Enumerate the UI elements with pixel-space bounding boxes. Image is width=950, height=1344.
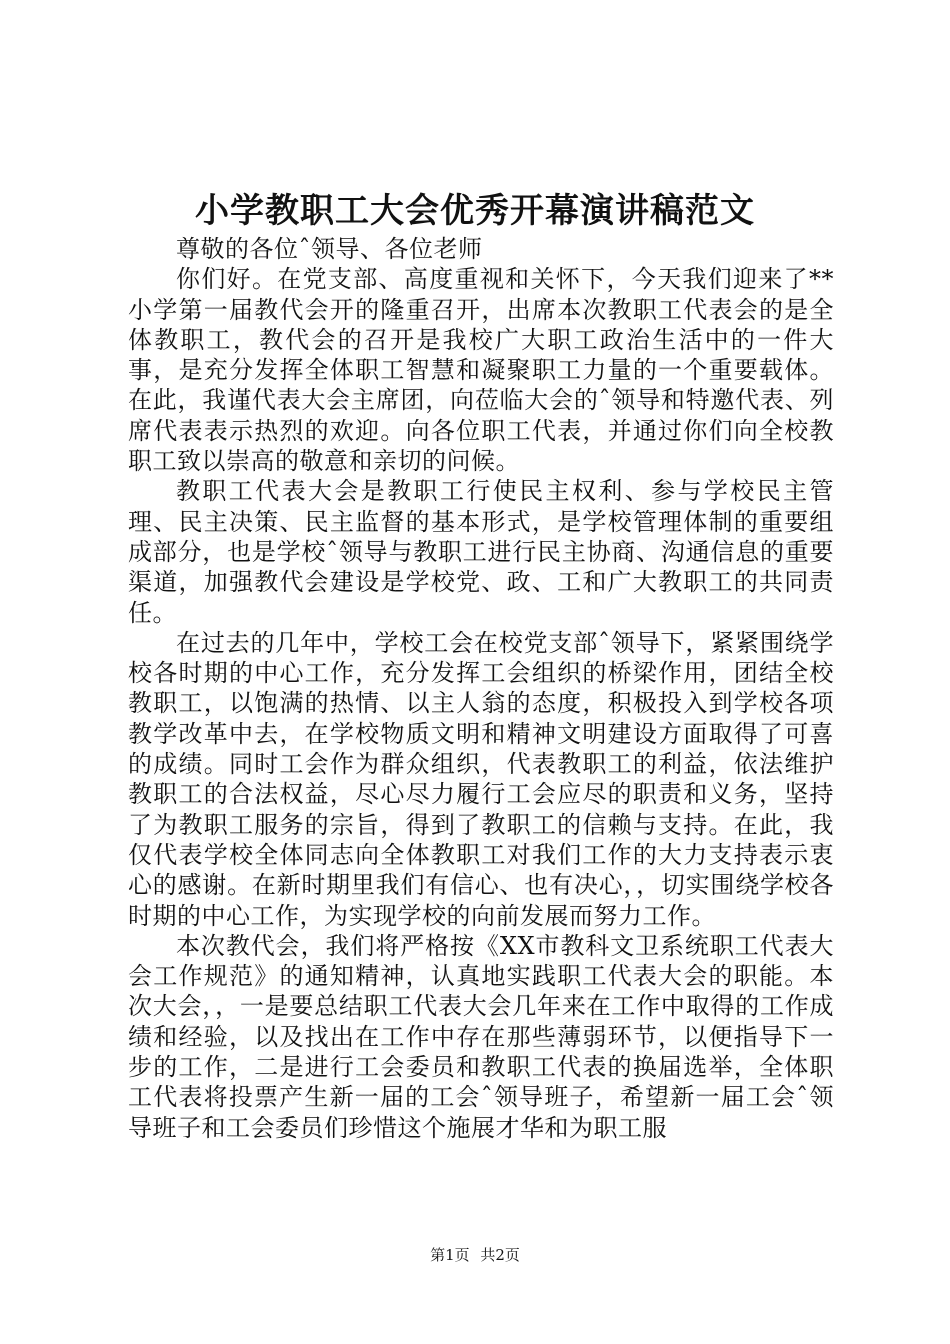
page-total: 共2页 [480, 1246, 520, 1264]
page-number: 第1页 [430, 1246, 470, 1264]
document-title: 小学教职工大会优秀开幕演讲稿范文 [195, 191, 755, 231]
salutation-paragraph: 尊敬的各位ˆ领导、各位老师 [176, 235, 483, 263]
page-footer [0, 1244, 950, 1265]
body-paragraph-1: 你们好。在党支部、高度重视和关怀下，今天我们迎来了**小学第一届教代会开的隆重召开，出席本次教职工代表会的是全体教职工，教代会的召开是我校广大职工政治生活中的一件大事，是充分发挥全体职工智慧和凝聚职工力量的一个重要载体。在此，我谨代表大会主席团，向莅临大会的ˆ领导和特邀代表、列席代表表示热烈的欢迎。向各位职工代表，并通过你们向全校教职工致以崇高的敬意和亲切的问候。 [128, 265, 834, 476]
body-paragraph-4: 本次教代会，我们将严格按《XX市教科文卫系统职工代表大会工作规范》的通知精神，认真地实践职工代表大会的职能。本次大会，，一是要总结职工代表大会几年来在工作中取得的工作成绩和经验，以及找出在工作中存在那些薄弱环节，以便指导下一步的工作，二是进行工会委员和教职工代表的换届选举，全体职工代表将投票产生新一届的工会ˆ领导班子，希望新一届工会ˆ领导班子和工会委员们珍惜这个施展才华和为职工服 [128, 931, 834, 1142]
body-paragraph-2: 教职工代表大会是教职工行使民主权利、参与学校民主管理、民主决策、民主监督的基本形式，是学校管理体制的重要组成部分，也是学校ˆ领导与教职工进行民主协商、沟通信息的重要渠道，加强教代会建设是学校党、政、工和广大教职工的共同责任。 [128, 477, 834, 627]
body-paragraph-3: 在过去的几年中，学校工会在校党支部ˆ领导下，紧紧围绕学校各时期的中心工作，充分发挥工会组织的桥梁作用，团结全校教职工，以饱满的热情、以主人翁的态度，积极投入到学校各项教学改革中去，在学校物质文明和精神文明建设方面取得了可喜的成绩。同时工会作为群众组织，代表教职工的利益，依法维护教职工的合法权益，尽心尽力履行工会应尽的职责和义务，坚持了为教职工服务的宗旨，得到了教职工的信赖与支持。在此，我仅代表学校全体同志向全体教职工对我们工作的大力支持表示衷心的感谢。在新时期里我们有信心、也有决心，，切实围绕学校各时期的中心工作，为实现学校的向前发展而努力工作。 [128, 628, 834, 930]
document-body [128, 234, 834, 1143]
